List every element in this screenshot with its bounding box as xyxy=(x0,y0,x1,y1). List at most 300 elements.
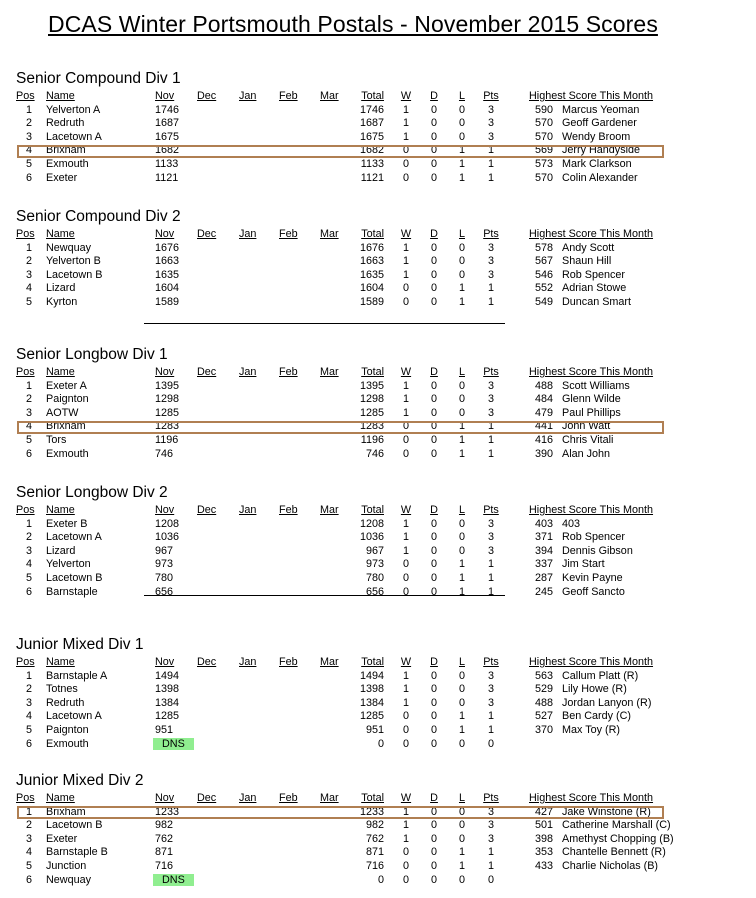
header-dec xyxy=(197,656,216,670)
header-d xyxy=(426,504,442,518)
cell-nov: 1494 xyxy=(155,669,180,682)
header-name xyxy=(46,656,75,670)
header-l xyxy=(454,366,470,380)
cell-hs: 552 xyxy=(535,282,554,295)
cell-pts: 3 xyxy=(487,268,494,281)
dns-badge: DNS xyxy=(153,738,194,750)
cell-w: 0 xyxy=(402,585,409,598)
cell-l: 0 xyxy=(458,117,465,130)
table-header-row xyxy=(0,228,756,242)
cell-hs-name: Rob Spencer xyxy=(562,531,626,544)
header-w xyxy=(398,792,414,806)
table-row xyxy=(0,158,756,172)
cell-w: 1 xyxy=(402,255,409,268)
cell-total: 762 xyxy=(365,832,384,845)
header-label: Pts xyxy=(483,366,499,378)
cell-pts: 3 xyxy=(487,130,494,143)
header-label: Jan xyxy=(239,792,257,804)
cell-name: Yelverton B xyxy=(46,255,101,268)
header-pos xyxy=(16,90,35,104)
header-label: Total xyxy=(361,656,384,668)
cell-pos: 3 xyxy=(26,406,33,419)
cell-hs-name: 403 xyxy=(562,517,581,530)
cell-hs: 287 xyxy=(535,571,554,584)
cell-w: 0 xyxy=(402,295,409,308)
cell-w: 1 xyxy=(402,669,409,682)
cell-pts: 1 xyxy=(487,295,494,308)
cell-w: 0 xyxy=(402,723,409,736)
cell-d: 0 xyxy=(430,144,437,157)
cell-total: 1196 xyxy=(360,433,384,446)
cell-w: 1 xyxy=(402,819,409,832)
table-row xyxy=(0,874,756,888)
header-mar xyxy=(320,228,339,242)
header-pos xyxy=(16,792,35,806)
header-label: Mar xyxy=(320,90,339,102)
header-label: Pts xyxy=(483,504,499,516)
cell-nov: 973 xyxy=(155,558,174,571)
cell-w: 0 xyxy=(402,558,409,571)
cell-pos: 1 xyxy=(26,379,33,392)
table-row xyxy=(0,586,756,600)
cell-name: Totnes xyxy=(46,683,78,696)
cell-l: 1 xyxy=(458,433,465,446)
cell-pos: 6 xyxy=(26,585,33,598)
cell-hs-name: Colin Alexander xyxy=(562,171,638,184)
cell-hs-name: Jim Start xyxy=(562,558,605,571)
header-total xyxy=(340,504,384,518)
cell-hs: 578 xyxy=(535,241,554,254)
cell-d: 0 xyxy=(430,268,437,281)
cell-total: 1384 xyxy=(359,696,384,709)
header-label: Feb xyxy=(279,228,298,240)
table-row xyxy=(0,697,756,711)
cell-hs: 390 xyxy=(535,447,554,460)
table-header-row xyxy=(0,656,756,670)
cell-hs-name: Adrian Stowe xyxy=(562,282,627,295)
cell-w: 0 xyxy=(402,859,409,872)
table-row xyxy=(0,393,756,407)
cell-pos: 6 xyxy=(26,171,33,184)
cell-name: Paignton xyxy=(46,723,89,736)
cell-nov: 1121 xyxy=(155,171,179,184)
cell-pos: 4 xyxy=(26,558,33,571)
cell-w: 1 xyxy=(402,268,409,281)
cell-d: 0 xyxy=(430,255,437,268)
cell-total: 1494 xyxy=(359,669,384,682)
cell-pos: 5 xyxy=(26,295,33,308)
cell-hs-name: Geoff Gardener xyxy=(562,117,637,130)
cell-total: 871 xyxy=(365,846,384,859)
cell-pos: 3 xyxy=(26,130,33,143)
cell-hs: 573 xyxy=(535,157,554,170)
header-label: Name xyxy=(46,792,75,804)
header-highest xyxy=(529,90,653,104)
header-label: Name xyxy=(46,228,75,240)
cell-nov: 1635 xyxy=(155,268,180,281)
cell-hs-name: Duncan Smart xyxy=(562,295,632,308)
cell-total: 0 xyxy=(377,873,384,886)
header-mar xyxy=(320,792,339,806)
cell-total: 1121 xyxy=(360,171,384,184)
cell-l: 0 xyxy=(458,696,465,709)
cell-hs-name: Kevin Payne xyxy=(562,571,623,584)
cell-name: Barnstaple B xyxy=(46,846,108,859)
cell-nov: 1285 xyxy=(155,406,180,419)
header-label: Name xyxy=(46,504,75,516)
cell-nov: 1233 xyxy=(155,805,180,818)
cell-hs: 416 xyxy=(535,433,554,446)
cell-nov: 780 xyxy=(155,571,174,584)
header-label: D xyxy=(430,366,438,378)
header-label: W xyxy=(400,656,412,668)
table-row xyxy=(0,683,756,697)
cell-name: Redruth xyxy=(46,117,85,130)
cell-w: 1 xyxy=(402,103,409,116)
cell-name: Barnstaple xyxy=(46,585,98,598)
header-feb xyxy=(279,366,298,380)
header-label: Feb xyxy=(279,90,298,102)
header-label: Dec xyxy=(197,366,217,378)
header-label: Highest Score This Month xyxy=(529,792,654,804)
header-name xyxy=(46,366,75,380)
cell-pos: 4 xyxy=(26,710,33,723)
header-label: Pos xyxy=(16,504,35,516)
cell-hs-name: Wendy Broom xyxy=(562,130,631,143)
cell-hs: 370 xyxy=(535,723,554,736)
header-label: Pos xyxy=(16,366,35,378)
header-l xyxy=(454,228,470,242)
header-label: Pos xyxy=(16,228,35,240)
header-nov xyxy=(155,504,174,518)
header-label: Nov xyxy=(155,792,175,804)
cell-pts: 3 xyxy=(487,255,494,268)
cell-l: 1 xyxy=(458,723,465,736)
table-row xyxy=(0,117,756,131)
cell-d: 0 xyxy=(430,103,437,116)
cell-hs: 569 xyxy=(535,144,554,157)
cell-hs: 488 xyxy=(535,696,554,709)
cell-nov: 871 xyxy=(155,846,174,859)
cell-d: 0 xyxy=(430,171,437,184)
header-pos xyxy=(16,656,35,670)
header-feb xyxy=(279,792,298,806)
cell-name: Exeter xyxy=(46,832,78,845)
header-nov xyxy=(155,366,174,380)
cell-name: Newquay xyxy=(46,241,92,254)
cell-pts: 1 xyxy=(487,571,494,584)
cell-name: Lacetown B xyxy=(46,268,103,281)
cell-d: 0 xyxy=(430,406,437,419)
header-jan xyxy=(239,90,256,104)
cell-hs-name: Max Toy (R) xyxy=(562,723,620,736)
table-row xyxy=(0,833,756,847)
cell-name: Lacetown A xyxy=(46,710,102,723)
cell-total: 1676 xyxy=(359,241,384,254)
cell-w: 1 xyxy=(402,406,409,419)
cell-l: 0 xyxy=(458,130,465,143)
cell-hs-name: Marcus Yeoman xyxy=(562,103,640,116)
header-highest xyxy=(529,366,653,380)
header-label: W xyxy=(400,366,412,378)
cell-pos: 4 xyxy=(26,846,33,859)
header-label: Feb xyxy=(279,504,298,516)
cell-w: 1 xyxy=(402,696,409,709)
header-d xyxy=(426,656,442,670)
header-jan xyxy=(239,504,256,518)
header-w xyxy=(398,90,414,104)
header-l xyxy=(454,504,470,518)
cell-nov: 951 xyxy=(155,723,174,736)
table-row xyxy=(0,407,756,421)
cell-pos: 5 xyxy=(26,859,33,872)
cell-hs: 433 xyxy=(535,859,554,872)
header-pos xyxy=(16,366,35,380)
page-title: DCAS Winter Portsmouth Postals - November 2015 Scores xyxy=(48,11,658,37)
cell-pts: 3 xyxy=(487,683,494,696)
header-mar xyxy=(320,366,339,380)
cell-d: 0 xyxy=(430,669,437,682)
header-label: Nov xyxy=(155,504,175,516)
cell-hs: 549 xyxy=(535,295,554,308)
header-pts xyxy=(482,504,500,518)
header-jan xyxy=(239,366,256,380)
header-label: Highest Score This Month xyxy=(529,504,654,516)
cell-nov: 1283 xyxy=(155,420,180,433)
header-label: Dec xyxy=(197,656,217,668)
cell-nov: 1208 xyxy=(155,517,180,530)
cell-w: 1 xyxy=(402,683,409,696)
cell-l: 0 xyxy=(458,393,465,406)
cell-d: 0 xyxy=(430,130,437,143)
cell-hs: 529 xyxy=(535,683,554,696)
cell-hs-name: Paul Phillips xyxy=(562,406,621,419)
header-label: Name xyxy=(46,656,75,668)
table-row xyxy=(0,242,756,256)
cell-nov: 967 xyxy=(155,544,174,557)
header-label: Jan xyxy=(239,228,257,240)
header-w xyxy=(398,504,414,518)
header-label: Jan xyxy=(239,366,257,378)
header-label: Name xyxy=(46,366,75,378)
cell-w: 0 xyxy=(402,171,409,184)
cell-hs-name: Ben Cardy (C) xyxy=(562,710,631,723)
cell-pos: 4 xyxy=(26,420,33,433)
header-d xyxy=(426,228,442,242)
cell-w: 0 xyxy=(402,873,409,886)
header-d xyxy=(426,366,442,380)
cell-l: 0 xyxy=(458,531,465,544)
header-label: Nov xyxy=(155,366,175,378)
header-label: Pts xyxy=(483,90,499,102)
cell-hs: 394 xyxy=(535,544,554,557)
cell-l: 1 xyxy=(458,144,465,157)
cell-l: 0 xyxy=(458,683,465,696)
header-feb xyxy=(279,504,298,518)
header-label: D xyxy=(430,90,438,102)
cell-l: 1 xyxy=(458,571,465,584)
table-row xyxy=(0,282,756,296)
header-label: Nov xyxy=(155,228,175,240)
cell-nov: 1285 xyxy=(155,710,180,723)
cell-d: 0 xyxy=(430,683,437,696)
header-nov xyxy=(155,656,174,670)
division-title: Senior Longbow Div 1 xyxy=(16,346,168,363)
cell-hs-name: Chris Vitali xyxy=(562,433,614,446)
table-row xyxy=(0,255,756,269)
header-pts xyxy=(482,656,500,670)
header-pts xyxy=(482,366,500,380)
header-highest xyxy=(529,504,653,518)
section-divider xyxy=(144,323,505,324)
cell-pts: 1 xyxy=(487,723,494,736)
table-header-row xyxy=(0,90,756,104)
cell-hs-name: Catherine Marshall (C) xyxy=(562,819,671,832)
header-label: Highest Score This Month xyxy=(529,228,654,240)
cell-nov: 1675 xyxy=(155,130,180,143)
cell-d: 0 xyxy=(430,433,437,446)
cell-pts: 1 xyxy=(487,420,494,433)
cell-pts: 1 xyxy=(487,144,494,157)
cell-hs: 570 xyxy=(535,171,554,184)
header-nov xyxy=(155,792,174,806)
cell-nov: 1682 xyxy=(155,144,180,157)
cell-pts: 3 xyxy=(487,241,494,254)
cell-hs-name: Charlie Nicholas (B) xyxy=(562,859,659,872)
header-w xyxy=(398,656,414,670)
cell-name: Yelverton xyxy=(46,558,91,571)
cell-total: 1589 xyxy=(359,295,384,308)
header-pts xyxy=(482,228,500,242)
cell-name: Lacetown B xyxy=(46,571,103,584)
cell-w: 1 xyxy=(402,241,409,254)
cell-total: 1036 xyxy=(359,531,384,544)
header-d xyxy=(426,792,442,806)
table-row xyxy=(0,572,756,586)
header-dec xyxy=(197,504,216,518)
header-total xyxy=(340,656,384,670)
cell-nov: 1663 xyxy=(155,255,180,268)
cell-pts: 3 xyxy=(487,379,494,392)
cell-pos: 1 xyxy=(26,241,33,254)
cell-d: 0 xyxy=(430,117,437,130)
cell-w: 1 xyxy=(402,544,409,557)
cell-total: 1298 xyxy=(359,393,384,406)
cell-d: 0 xyxy=(430,819,437,832)
header-name xyxy=(46,504,75,518)
header-nov xyxy=(155,90,174,104)
header-name xyxy=(46,228,75,242)
division-title: Junior Mixed Div 1 xyxy=(16,636,144,653)
header-label: Total xyxy=(361,228,384,240)
cell-nov xyxy=(155,738,194,752)
cell-w: 0 xyxy=(402,144,409,157)
section-divider xyxy=(144,595,505,596)
header-label: L xyxy=(458,228,465,240)
cell-w: 1 xyxy=(402,379,409,392)
cell-name: AOTW xyxy=(46,406,79,419)
header-label: L xyxy=(458,656,465,668)
cell-w: 0 xyxy=(402,157,409,170)
cell-l: 0 xyxy=(458,819,465,832)
cell-l: 1 xyxy=(458,420,465,433)
cell-pos: 5 xyxy=(26,723,33,736)
cell-pts: 3 xyxy=(487,669,494,682)
cell-pos: 2 xyxy=(26,255,33,268)
cell-hs-name: Lily Howe (R) xyxy=(562,683,627,696)
table-row xyxy=(0,806,756,820)
header-label: W xyxy=(400,792,412,804)
cell-name: Barnstaple A xyxy=(46,669,108,682)
cell-name: Exeter B xyxy=(46,517,88,530)
cell-hs-name: Jordan Lanyon (R) xyxy=(562,696,652,709)
cell-pos: 1 xyxy=(26,669,33,682)
header-name xyxy=(46,90,75,104)
header-label: D xyxy=(430,656,438,668)
header-mar xyxy=(320,90,339,104)
table-header-row xyxy=(0,366,756,380)
dns-badge: DNS xyxy=(153,874,194,886)
header-label: Highest Score This Month xyxy=(529,656,654,668)
cell-l: 1 xyxy=(458,295,465,308)
header-label: Jan xyxy=(239,656,257,668)
division-title: Senior Longbow Div 2 xyxy=(16,484,168,501)
header-label: L xyxy=(458,792,465,804)
header-label: Total xyxy=(361,366,384,378)
cell-d: 0 xyxy=(430,737,437,750)
header-label: Nov xyxy=(155,90,175,102)
cell-total: 973 xyxy=(365,558,384,571)
cell-l: 0 xyxy=(458,255,465,268)
cell-name: Lacetown A xyxy=(46,531,102,544)
table-row xyxy=(0,296,756,310)
cell-d: 0 xyxy=(430,531,437,544)
cell-nov: 656 xyxy=(155,585,174,598)
cell-pos: 1 xyxy=(26,805,33,818)
cell-hs-name: Scott Williams xyxy=(562,379,630,392)
header-highest xyxy=(529,228,653,242)
header-l xyxy=(454,90,470,104)
cell-name: Redruth xyxy=(46,696,85,709)
cell-name: Brixham xyxy=(46,420,86,433)
cell-hs-name: Alan John xyxy=(562,447,611,460)
header-label: D xyxy=(430,504,438,516)
cell-name: Brixham xyxy=(46,144,86,157)
cell-hs-name: Amethyst Chopping (B) xyxy=(562,832,674,845)
cell-total: 1208 xyxy=(359,517,384,530)
header-label: Dec xyxy=(197,90,217,102)
cell-pos: 4 xyxy=(26,282,33,295)
cell-name: Junction xyxy=(46,859,87,872)
table-row xyxy=(0,104,756,118)
cell-total: 656 xyxy=(365,585,384,598)
header-label: Pts xyxy=(483,656,499,668)
table-row xyxy=(0,710,756,724)
header-label: W xyxy=(400,90,412,102)
cell-hs: 488 xyxy=(535,379,554,392)
cell-total: 1133 xyxy=(360,157,384,170)
table-row xyxy=(0,131,756,145)
cell-name: Newquay xyxy=(46,873,92,886)
cell-l: 0 xyxy=(458,103,465,116)
cell-d: 0 xyxy=(430,379,437,392)
cell-hs-name: Glenn Wilde xyxy=(562,393,621,406)
cell-nov: 1395 xyxy=(155,379,180,392)
cell-w: 1 xyxy=(402,130,409,143)
header-highest xyxy=(529,656,653,670)
header-label: Highest Score This Month xyxy=(529,366,654,378)
division-title: Senior Compound Div 1 xyxy=(16,70,181,87)
